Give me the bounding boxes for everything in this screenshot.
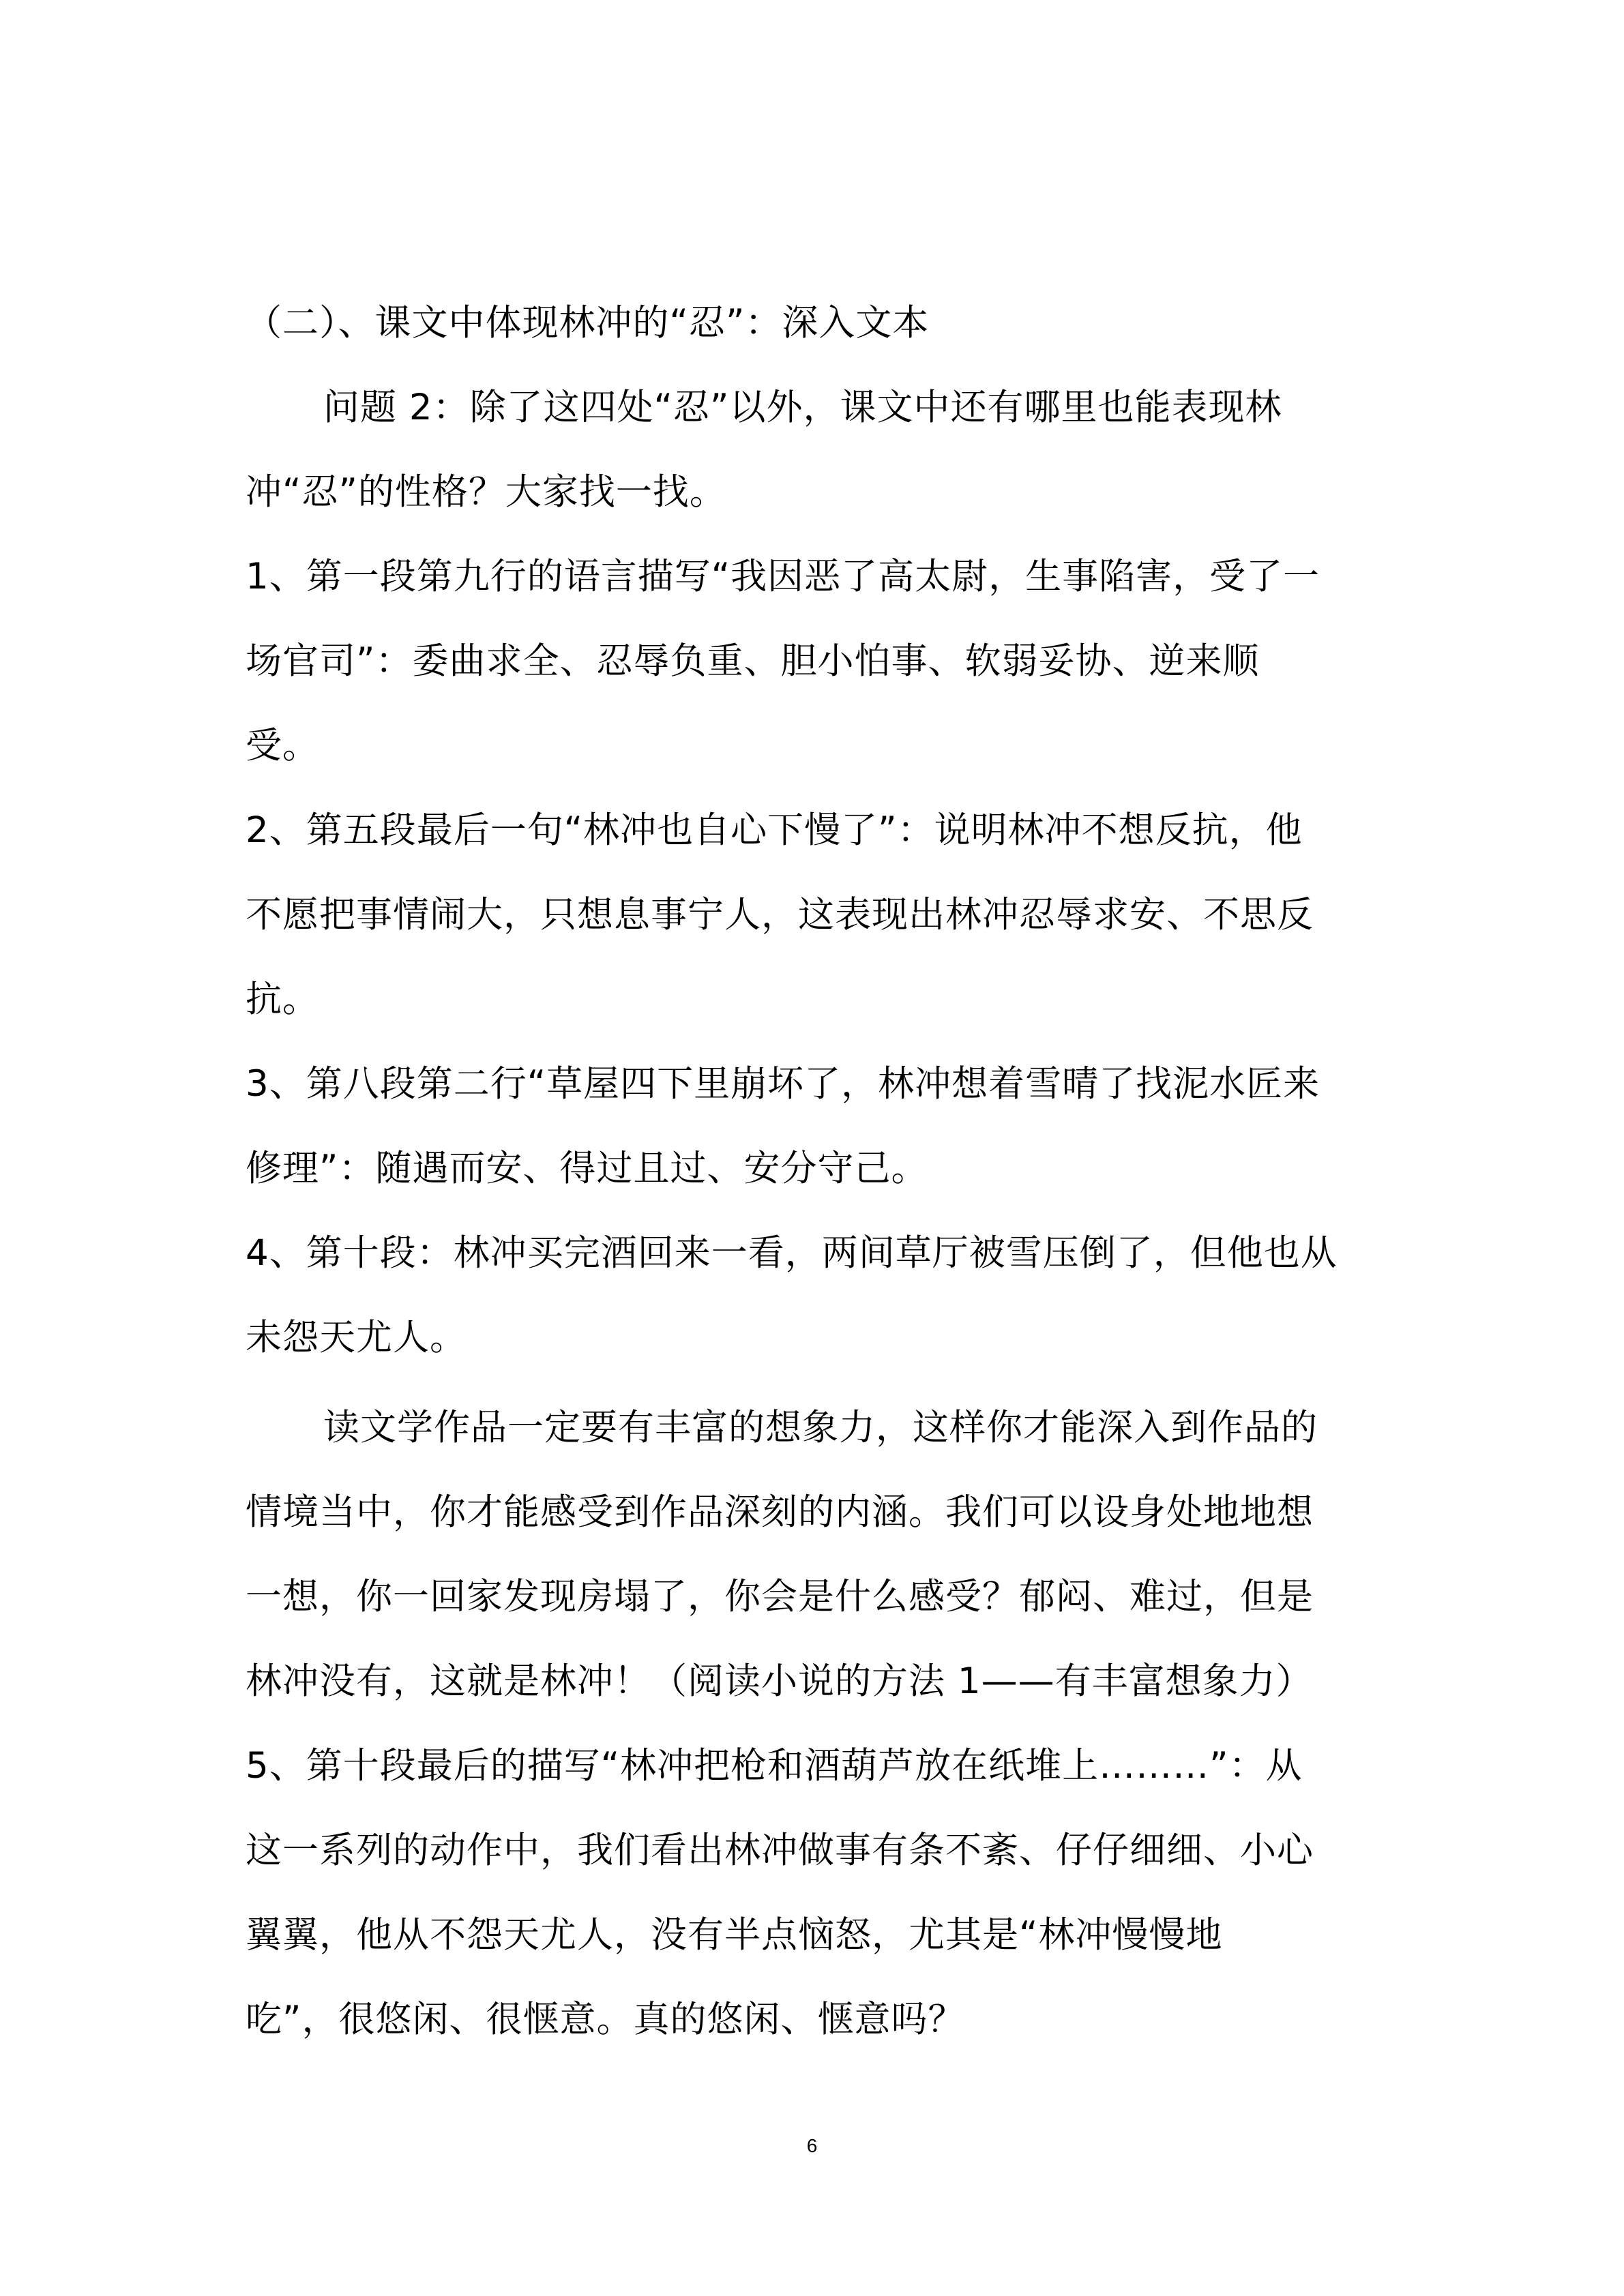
answer-line: 抗。 bbox=[246, 979, 319, 1020]
answer-line: 受。 bbox=[246, 725, 319, 766]
question-line: 冲“忍”的性格？大家找一找。 bbox=[246, 471, 726, 513]
question-line: 问题 2：除了这四处“忍”以外，课文中还有哪里也能表现林 bbox=[323, 387, 1282, 428]
body-paragraph-line: 读文学作品一定要有丰富的想象力，这样你才能深入到作品的 bbox=[323, 1407, 1318, 1448]
answer-line: 场官司”：委曲求全、忍辱负重、胆小怕事、软弱妥协、逆来顺 bbox=[246, 640, 1260, 682]
body-paragraph-line: 林冲没有，这就是林冲！（阅读小说的方法 1——有丰富想象力） bbox=[246, 1660, 1313, 1702]
answer-line: 修理”：随遇而安、得过且过、安分守己。 bbox=[246, 1148, 928, 1189]
answer-line: 翼翼，他从不怨天尤人，没有半点恼怒，尤其是“林冲慢慢地 bbox=[246, 1914, 1223, 1956]
answer-line: 4、第十段：林冲买完酒回来一看，两间草厅被雪压倒了，但他也从 bbox=[246, 1232, 1338, 1274]
page-number: 6 bbox=[806, 2135, 818, 2156]
answer-line: 3、第八段第二行“草屋四下里崩坏了，林冲想着雪晴了找泥水匠来 bbox=[246, 1063, 1320, 1105]
body-paragraph-line: 情境当中，你才能感受到作品深刻的内涵。我们可以设身处地地想 bbox=[246, 1491, 1314, 1533]
answer-line: 1、第一段第九行的语言描写“我因恶了高太尉，生事陷害，受了一 bbox=[246, 556, 1320, 597]
section-heading: （二）、课文中体现林冲的“忍”：深入文本 bbox=[246, 302, 930, 344]
answer-line: 不愿把事情闹大，只想息事宁人，这表现出林冲忍辱求安、不思反 bbox=[246, 894, 1314, 936]
answer-line: 吃”，很悠闲、很惬意。真的悠闲、惬意吗？ bbox=[246, 1999, 965, 2040]
answer-line: 未怨天尤人。 bbox=[246, 1317, 467, 1358]
body-paragraph-line: 一想，你一回家发现房塌了，你会是什么感受？郁闷、难过，但是 bbox=[246, 1576, 1314, 1617]
answer-line: 这一系列的动作中，我们看出林冲做事有条不紊、仔仔细细、小心 bbox=[246, 1830, 1314, 1871]
answer-line: 5、第十段最后的描写“林冲把枪和酒葫芦放在纸堆上………”：从 bbox=[246, 1745, 1303, 1787]
answer-line: 2、第五段最后一句“林冲也自心下慢了”：说明林冲不想反抗，他 bbox=[246, 809, 1303, 851]
